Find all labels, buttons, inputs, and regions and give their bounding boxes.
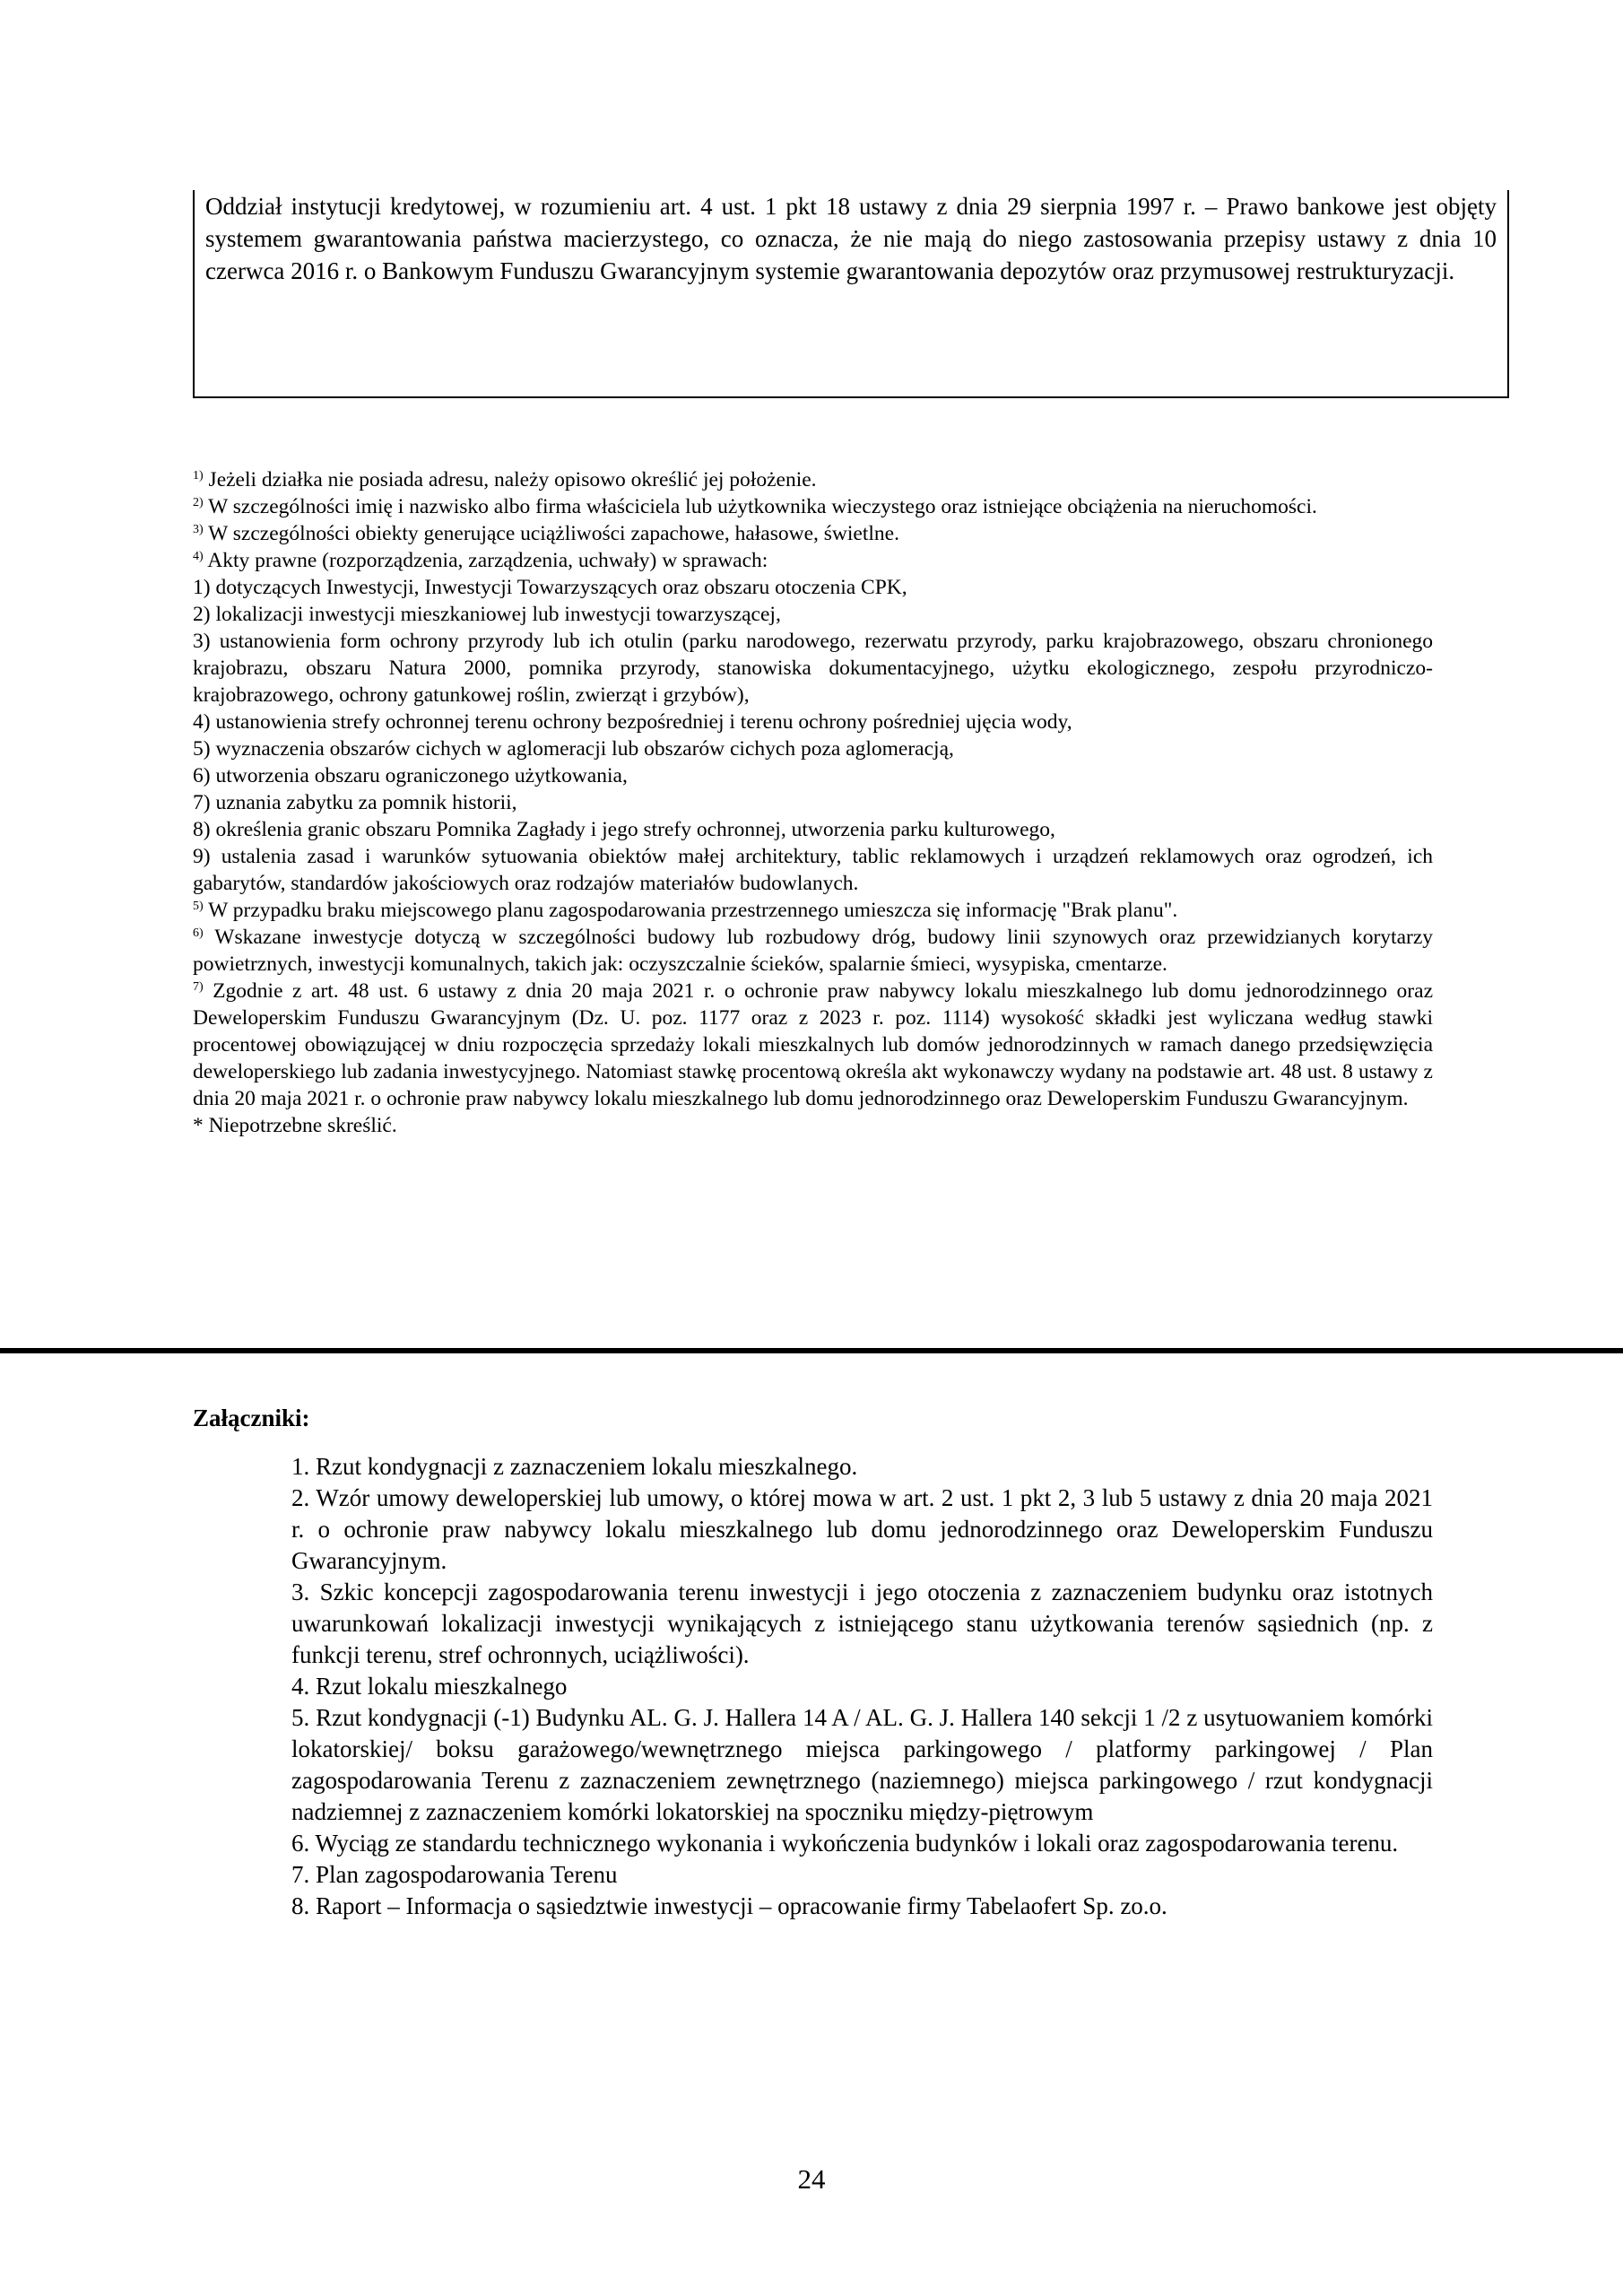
footnote	[193, 924, 1433, 978]
attachment-item: 8. Raport – Informacja o sąsiedztwie inwestycji – opracowanie firmy Tabelaofert Sp. zo.o.	[291, 1892, 1167, 1919]
footnote-item: 2) lokalizacji inwestycji mieszkaniowej lub inwestycji towarzyszącej,	[193, 603, 781, 626]
footnote-mark: 7)	[193, 980, 204, 994]
attachment-item: 1. Rzut kondygnacji z zaznaczeniem lokalu mieszkalnego.	[291, 1453, 858, 1480]
footnote-text: W szczególności imię i nazwisko albo firma właściciela lub użytkownika wieczystego oraz istniejące obciążenia na nieruchomości.	[208, 495, 1317, 518]
footnote-text: Akty prawne (rozporządzenia, zarządzenia, uchwały) w sprawach:	[207, 549, 768, 572]
footnote-mark: 6)	[193, 926, 204, 940]
footnote	[193, 547, 1433, 574]
attachment-item: 3. Szkic koncepcji zagospodarowania terenu inwestycji i jego otoczenia z zaznaczeniem budynku oraz istotnych uwarunkowań lokalizacji inwestycji wynikających z istniejącego stanu użytkowania terenów sąsiednich (np. z funkcji terenu, stref ochronnych, uciążliwości).	[291, 1578, 1433, 1668]
footnote-item: 4) ustanowienia strefy ochronnej terenu ochrony bezpośredniej i terenu ochrony pośredniej ujęcia wody,	[193, 710, 1072, 734]
footnote-text: Jeżeli działka nie posiada adresu, należy opisowo określić jej położenie.	[208, 468, 817, 491]
footnote-mark: 4)	[193, 550, 204, 563]
footnote-item: 3) ustanowienia form ochrony przyrody lub ich otulin (parku narodowego, rezerwatu przyrody, parku krajobrazowego, obszaru chronionego krajobrazu, obszaru Natura 2000, pomnika przyrody, stanowiska dokumentacyjnego, użytku ekologicznego, zespołu przyrodniczo-krajobrazowego, ochrony gatunkowej roślin, zwierząt i grzybów),	[193, 630, 1433, 707]
footnote-text: Zgodnie z art. 48 ust. 6 ustawy z dnia 20 maja 2021 r. o ochronie praw nabywcy lokalu mieszkalnego lub domu jednorodzinnego oraz Deweloperskim Funduszu Gwarancyjnym (Dz. U. poz. 1177 oraz z 2023 r. poz. 1114) wysokość składki jest wyliczana według stawki procentowej obowiązującej w dniu rozpoczęcia sprzedaży lokali mieszkalnych lub domów jednorodzinnych w ramach danego przedsięwzięcia deweloperskiego lub zadania inwestycyjnego. Natomiast stawkę procentową określa akt wykonawczy wydany na podstawie art. 48 ust. 8 ustawy z dnia 20 maja 2021 r. o ochronie praw nabywcy lokalu mieszkalnego lub domu jednorodzinnego oraz Deweloperskim Funduszu Gwarancyjnym.	[193, 979, 1433, 1110]
footnote-mark: 2)	[193, 496, 204, 509]
footnote-mark: 3)	[193, 523, 204, 536]
footnote-mark: 1)	[193, 469, 204, 483]
footnote-mark: 5)	[193, 900, 204, 913]
attachment-item: 5. Rzut kondygnacji (-1) Budynku AL. G. J. Hallera 14 A / AL. G. J. Hallera 140 sekcji 1 /2 z usytuowaniem komórki lokatorskiej/ boksu garażowego/wewnętrznego miejsca parkingowego / platformy parkingowej / Plan zagospodarowania Terenu z zaznaczeniem zewnętrznego (naziemnego) miejsca parkingowego / rzut kondygnacji nadziemnej z zaznaczeniem komórki lokatorskiej na spoczniku między-piętrowym	[291, 1704, 1433, 1825]
info-box	[193, 190, 1509, 398]
section-divider	[0, 1348, 1623, 1353]
footnote	[193, 897, 1433, 924]
footnote-text: W szczególności obiekty generujące uciążliwości zapachowe, hałasowe, świetlne.	[208, 522, 899, 545]
page-number: 24	[797, 2163, 826, 2195]
attachment-item: 4. Rzut lokalu mieszkalnego	[291, 1673, 568, 1700]
footnote-text: Wskazane inwestycje dotyczą w szczególności budowy lub rozbudowy dróg, budowy linii szynowych oraz przewidzianych korytarzy powietrznych, inwestycji komunalnych, takich jak: oczyszczalnie ścieków, spalarnie śmieci, wysypiska, cmentarze.	[193, 926, 1434, 976]
attachment-item: 7. Plan zagospodarowania Terenu	[291, 1861, 618, 1888]
attachments-list	[291, 1451, 1433, 1922]
attachment-item: 6. Wyciąg ze standardu technicznego wykonania i wykończenia budynków i lokali oraz zagospodarowania terenu.	[291, 1830, 1399, 1857]
footnote	[193, 493, 1433, 520]
footnote-item: * Niepotrzebne skreślić.	[193, 1114, 397, 1137]
footnote-item: 5) wyznaczenia obszarów cichych w aglomeracji lub obszarów cichych poza aglomeracją,	[193, 737, 954, 761]
footnote-item: 6) utworzenia obszaru ograniczonego użytkowania,	[193, 764, 628, 787]
attachment-item: 2. Wzór umowy deweloperskiej lub umowy, o której mowa w art. 2 ust. 1 pkt 2, 3 lub 5 ustawy z dnia 20 maja 2021 r. o ochronie praw nabywcy lokalu mieszkalnego lub domu jednorodzinnego oraz Deweloperskim Funduszu Gwarancyjnym.	[291, 1484, 1433, 1574]
attachments-title: Załączniki:	[193, 1405, 310, 1431]
footnotes	[193, 466, 1433, 1139]
footnote	[193, 978, 1433, 1112]
footnote-item: 7) uznania zabytku za pomnik historii,	[193, 791, 517, 814]
footnote	[193, 520, 1433, 547]
box-text: Oddział instytucji kredytowej, w rozumieniu art. 4 ust. 1 pkt 18 ustawy z dnia 29 sierpnia 1997 r. – Prawo bankowe jest objęty systemem gwarantowania państwa macierzystego, co oznacza, że nie mają do niego zastosowania przepisy ustawy z dnia 10 czerwca 2016 r. o Bankowym Funduszu Gwarancyjnym systemie gwarantowania depozytów oraz przymusowej restrukturyzacji.	[205, 193, 1497, 284]
footnote-item: 8) określenia granic obszaru Pomnika Zagłady i jego strefy ochronnej, utworzenia parku kulturowego,	[193, 818, 1055, 841]
footnote-item: 9) ustalenia zasad i warunków sytuowania obiektów małej architektury, tablic reklamowych i urządzeń reklamowych oraz ogrodzeń, ich gabarytów, standardów jakościowych oraz rodzajów materiałów budowlanych.	[193, 845, 1433, 895]
footnote-text: W przypadku braku miejscowego planu zagospodarowania przestrzennego umieszcza się informację "Brak planu".	[208, 899, 1178, 922]
footnote	[193, 466, 1433, 493]
footnote-item: 1) dotyczących Inwestycji, Inwestycji Towarzyszących oraz obszaru otoczenia CPK,	[193, 576, 907, 599]
